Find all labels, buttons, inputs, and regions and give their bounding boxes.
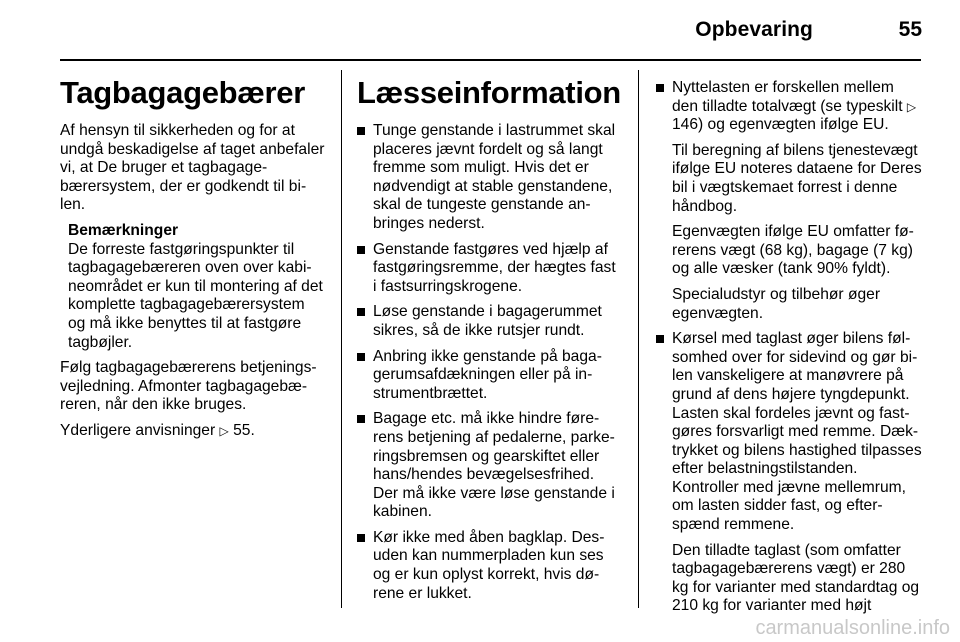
roof-rack-instructions: Følg tagbagagebærerens betjeningsvejledning. Afmonter tagbagagebæreren, når den ikke bruges. — [60, 359, 317, 414]
list-item — [357, 241, 623, 297]
list-item — [357, 122, 623, 234]
watermark: carmanualsonline.info — [755, 617, 950, 639]
column-divider-2 — [638, 70, 639, 608]
bullet-square-icon — [656, 84, 664, 92]
column-payload — [656, 79, 924, 623]
further-info-ref[interactable]: 55. — [233, 421, 255, 439]
list-item-text: Kørsel med taglast øger bilens følsomhed over for sidevind og gør bilen vanskeligere at manøvrere på grund af dens højere tyngdepunkt. Lasten skal fordeles jævnt og fastgøres forsvarligt med remme. Dæktrykket og bilens hastighed tilpasses efter belastningstilstanden. Kontroller med jævne mellemrum, om lasten sidder fast, og efterspænd remmene. — [672, 330, 922, 534]
bullet-square-icon — [357, 127, 365, 135]
list-item — [656, 79, 924, 135]
list-item — [357, 303, 623, 340]
list-item — [357, 529, 623, 603]
roof-rack-intro: Af hensyn til sikkerheden og for at undgå beskadigelse af taget anbefaler vi, at De bruger et tagbagagebærersystem, der er godkendt til bilen. — [60, 122, 325, 214]
payload-calculation: Til beregning af bilens tjenestevægt ifølge EU noteres dataene for Deres bil i vægtskemaet forrest i denne håndbog. — [672, 141, 922, 215]
column-roof-rack — [60, 70, 326, 448]
column-divider-1 — [341, 70, 342, 608]
bullet-square-icon — [357, 534, 365, 542]
further-info — [60, 422, 326, 441]
payload-kerb-weight: Egenvægten ifølge EU omfatter førerens vægt (68 kg), bagage (7 kg) og alle væsker (tank 90% fyldt). — [672, 223, 914, 278]
list-item-text: Genstande fastgøres ved hjælp af fastgøringsremme, der hægtes fast i fastsurringskrogene. — [373, 240, 616, 295]
list-item-text: Løse genstande i bagagerummet sikres, så de ikke rutsjer rundt. — [373, 303, 602, 339]
payload-text: Nyttelasten er forskellen mellem den tilladte totalvægt (se typeskilt — [672, 79, 903, 115]
list-item-text: Bagage etc. må ikke hindre førerens betjening af pedalerne, parkeringsbremsen og gearskiftet eller hans/hendes bevægelsesfrihed. Der må ikke være løse genstande i kabinen. — [373, 410, 615, 521]
note-title: Bemærkninger — [68, 221, 179, 239]
list-item-text: Kør ikke med åben bagklap. Desuden kan nummerpladen kun ses og er kun oplyst korrekt, hvis dørene er lukket. — [373, 528, 605, 602]
header-divider — [60, 59, 921, 61]
page-section-title: Opbevaring — [695, 18, 813, 41]
bullet-square-icon — [357, 415, 365, 423]
note-box — [68, 222, 326, 352]
list-item — [357, 410, 623, 522]
page-number: 55 — [898, 18, 922, 41]
list-item — [656, 330, 924, 535]
heading-loading-info: Læsseinformation — [357, 75, 621, 110]
note-text: De forreste fastgøringspunkter til tagbagagebæreren oven over kabineområdet er kun til montering af det komplette tagbagagebærersystem og må ikke benyttes til at fastgøre tagbøjler. — [68, 240, 323, 351]
list-item — [357, 348, 623, 404]
bullet-square-icon — [656, 335, 664, 343]
bullet-square-icon — [357, 308, 365, 316]
page-ref-arrow-icon: ▷ — [906, 99, 917, 114]
payload-accessories: Specialudstyr og tilbehør øger egenvægten. — [672, 285, 881, 322]
payload-ref[interactable]: 146) og egenvægten ifølge EU. — [672, 116, 889, 134]
heading-roof-rack: Tagbagagebærer — [60, 75, 306, 110]
roof-load-limit: Den tilladte taglast (som omfatter tagbagagebærerens vægt) er 280 kg for varianter med standardtag og 210 kg for varianter med højt — [672, 541, 920, 615]
further-info-text: Yderligere anvisninger — [60, 421, 216, 439]
list-item-text: Tunge genstande i lastrummet skal placeres jævnt fordelt og så langt fremme som muligt. Hvis det er nødvendigt at stable genstandene, skal de tungeste genstande anbringes nederst. — [373, 122, 616, 232]
page-ref-arrow-icon: ▷ — [219, 423, 229, 438]
bullet-square-icon — [357, 246, 365, 254]
list-item-text: Anbring ikke genstande på bagagerumsafdækningen eller på instrumentbrættet. — [373, 347, 602, 402]
bullet-square-icon — [357, 353, 365, 361]
column-loading-info — [357, 70, 623, 610]
